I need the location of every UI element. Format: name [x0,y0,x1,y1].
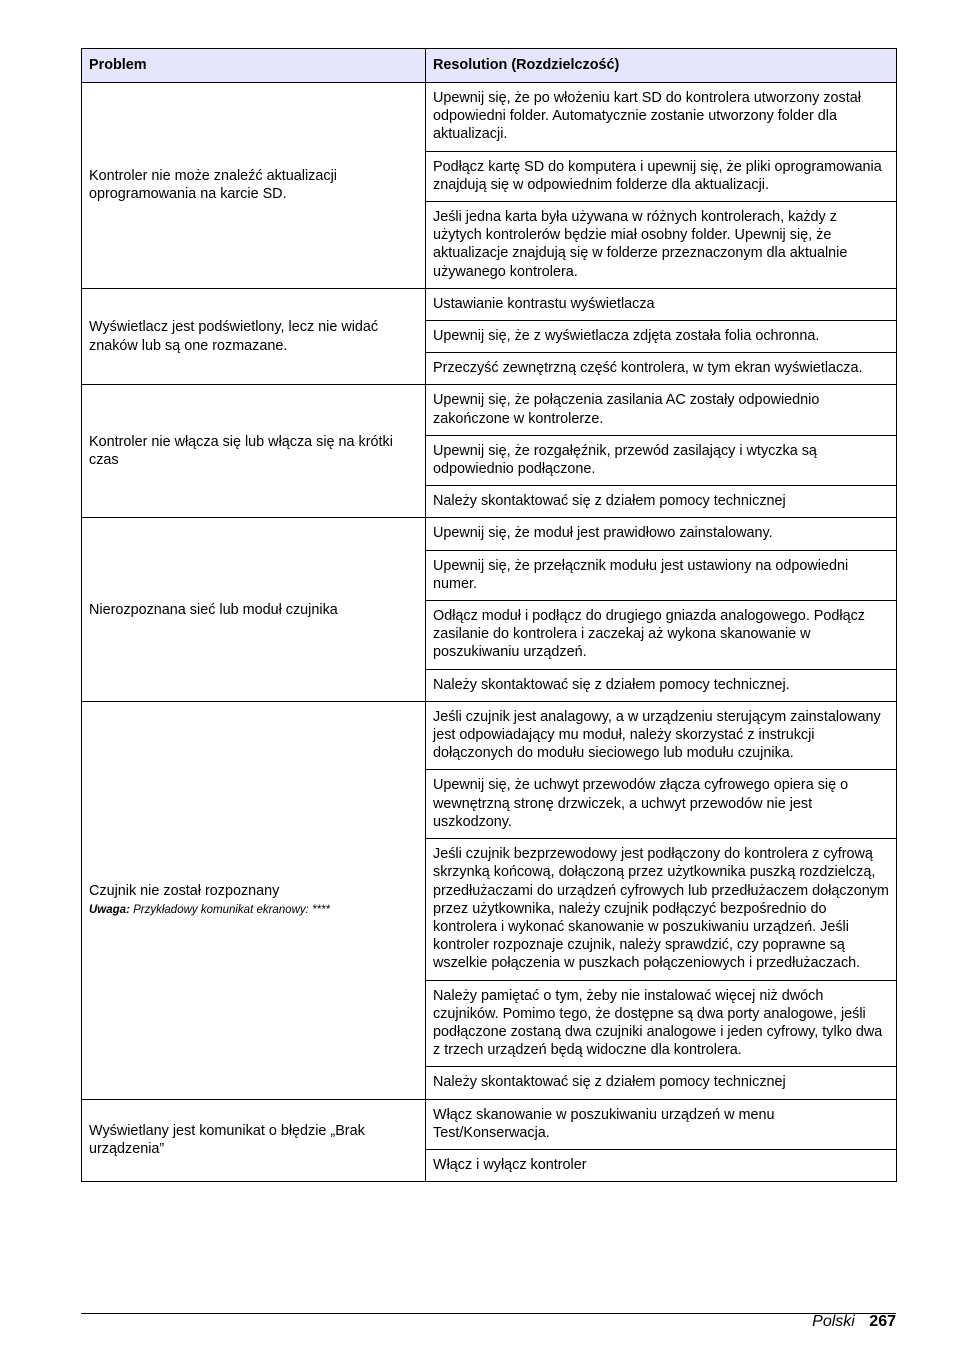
resolution-cell: Należy skontaktować się z działem pomocy technicznej [426,1067,897,1099]
resolution-cell: Upewnij się, że przełącznik modułu jest ustawiony na odpowiedni numer. [426,550,897,600]
table-row [82,1099,897,1149]
resolution-cell: Przeczyść zewnętrzną część kontrolera, w tym ekran wyświetlacza. [426,353,897,385]
problem-text: Kontroler nie włącza się lub włącza się na krótki czas [89,434,393,469]
resolution-cell: Odłącz moduł i podłącz do drugiego gniazda analogowego. Podłącz zasilanie do kontrolera i zaczekaj aż wykona skanowanie w poszukiwaniu urządzeń. [426,601,897,670]
resolution-cell: Jeśli czujnik jest analagowy, a w urządzeniu sterującym zainstalowany jest odpowiadający mu moduł, należy skorzystać z instrukcji dołączonych do modułu sieciowego lub modułu czujnika. [426,701,897,770]
problem-text: Wyświetlacz jest podświetlony, lecz nie widać znaków lub są one rozmazane. [89,319,379,354]
problem-text: Wyświetlany jest komunikat o błędzie „Brak urządzenia” [89,1123,365,1158]
header-resolution: Resolution (Rozdzielczość) [426,49,897,83]
footer-divider [81,1313,896,1314]
troubleshooting-table [81,48,897,1182]
page-number: 267 [869,1313,896,1330]
resolution-cell: Upewnij się, że uchwyt przewodów złącza cyfrowego opiera się o wewnętrzną stronę drzwiczek, a uchwyt przewodów nie jest uszkodzony. [426,770,897,839]
problem-note [89,902,418,918]
table-row [82,518,897,550]
resolution-cell: Ustawianie kontrastu wyświetlacza [426,288,897,320]
resolution-cell: Włącz skanowanie w poszukiwaniu urządzeń w menu Test/Konserwacja. [426,1099,897,1149]
problem-cell [82,385,426,518]
resolution-cell: Włącz i wyłącz kontroler [426,1149,897,1181]
resolution-cell: Należy skontaktować się z działem pomocy technicznej. [426,669,897,701]
problem-cell [82,1099,426,1182]
problem-cell [82,83,426,289]
problem-cell [82,288,426,385]
footer-language: Polski [812,1313,855,1330]
page-footer [812,1311,896,1333]
resolution-cell: Upewnij się, że z wyświetlacza zdjęta została folia ochronna. [426,321,897,353]
table-row [82,385,897,435]
resolution-cell: Podłącz kartę SD do komputera i upewnij się, że pliki oprogramowania znajdują się w odpowiednim folderze dla aktualizacji. [426,151,897,201]
problem-cell [82,518,426,701]
resolution-cell: Jeśli czujnik bezprzewodowy jest podłączony do kontrolera z cyfrową skrzynką końcową, dołączoną przez użytkownika puszką rozdzielczą, przedłużaczami do urządzeń cyfrowych lub przedłużaczem dołączonym przez użytkownika, należy czujnik podłączyć bezpośrednio do kontrolera i wykonać skanowanie w poszukiwaniu urządzeń. Jeśli kontroler rozpoznaje czujnik, należy sprawdzić, czy poprawne są wszelkie połączenia w puszkach połączeniowych i przedłużaczach. [426,839,897,980]
table-row [82,83,897,152]
problem-text: Czujnik nie został rozpoznany [89,883,280,900]
resolution-cell: Należy pamiętać o tym, żeby nie instalować więcej niż dwóch czujników. Pomimo tego, że dostępne są dwa porty analogowe, jeśli podłączone zostaną dwa czujniki analogowe i jeden cyfrowy, tylko dwa z trzech urządzeń będą widoczne dla kontrolera. [426,980,897,1067]
table-header-row [82,49,897,83]
problem-text: Nierozpoznana sieć lub moduł czujnika [89,601,338,618]
resolution-cell: Upewnij się, że rozgałęźnik, przewód zasilający i wtyczka są odpowiednio podłączone. [426,435,897,485]
resolution-cell: Upewnij się, że po włożeniu kart SD do kontrolera utworzony został odpowiedni folder. Automatycznie zostanie utworzony folder dla aktualizacji. [426,83,897,152]
table-body [82,83,897,1182]
table-row [82,701,897,770]
table-row [82,288,897,320]
note-label: Uwaga: [89,904,130,917]
resolution-cell: Upewnij się, że połączenia zasilania AC zostały odpowiednio zakończone w kontrolerze. [426,385,897,435]
problem-cell [82,701,426,1099]
header-problem: Problem [82,49,426,83]
note-text: Przykładowy komunikat ekranowy: **** [133,904,330,917]
resolution-cell: Jeśli jedna karta była używana w różnych kontrolerach, każdy z użytych kontrolerów będzie miał osobny folder. Upewnij się, że aktualizacje znajdują się w folderze przeznaczonym dla aktualnie używanego kontrolera. [426,202,897,289]
problem-text: Kontroler nie może znaleźć aktualizacji oprogramowania na karcie SD. [89,168,337,203]
resolution-cell: Upewnij się, że moduł jest prawidłowo zainstalowany. [426,518,897,550]
resolution-cell: Należy skontaktować się z działem pomocy technicznej [426,486,897,518]
